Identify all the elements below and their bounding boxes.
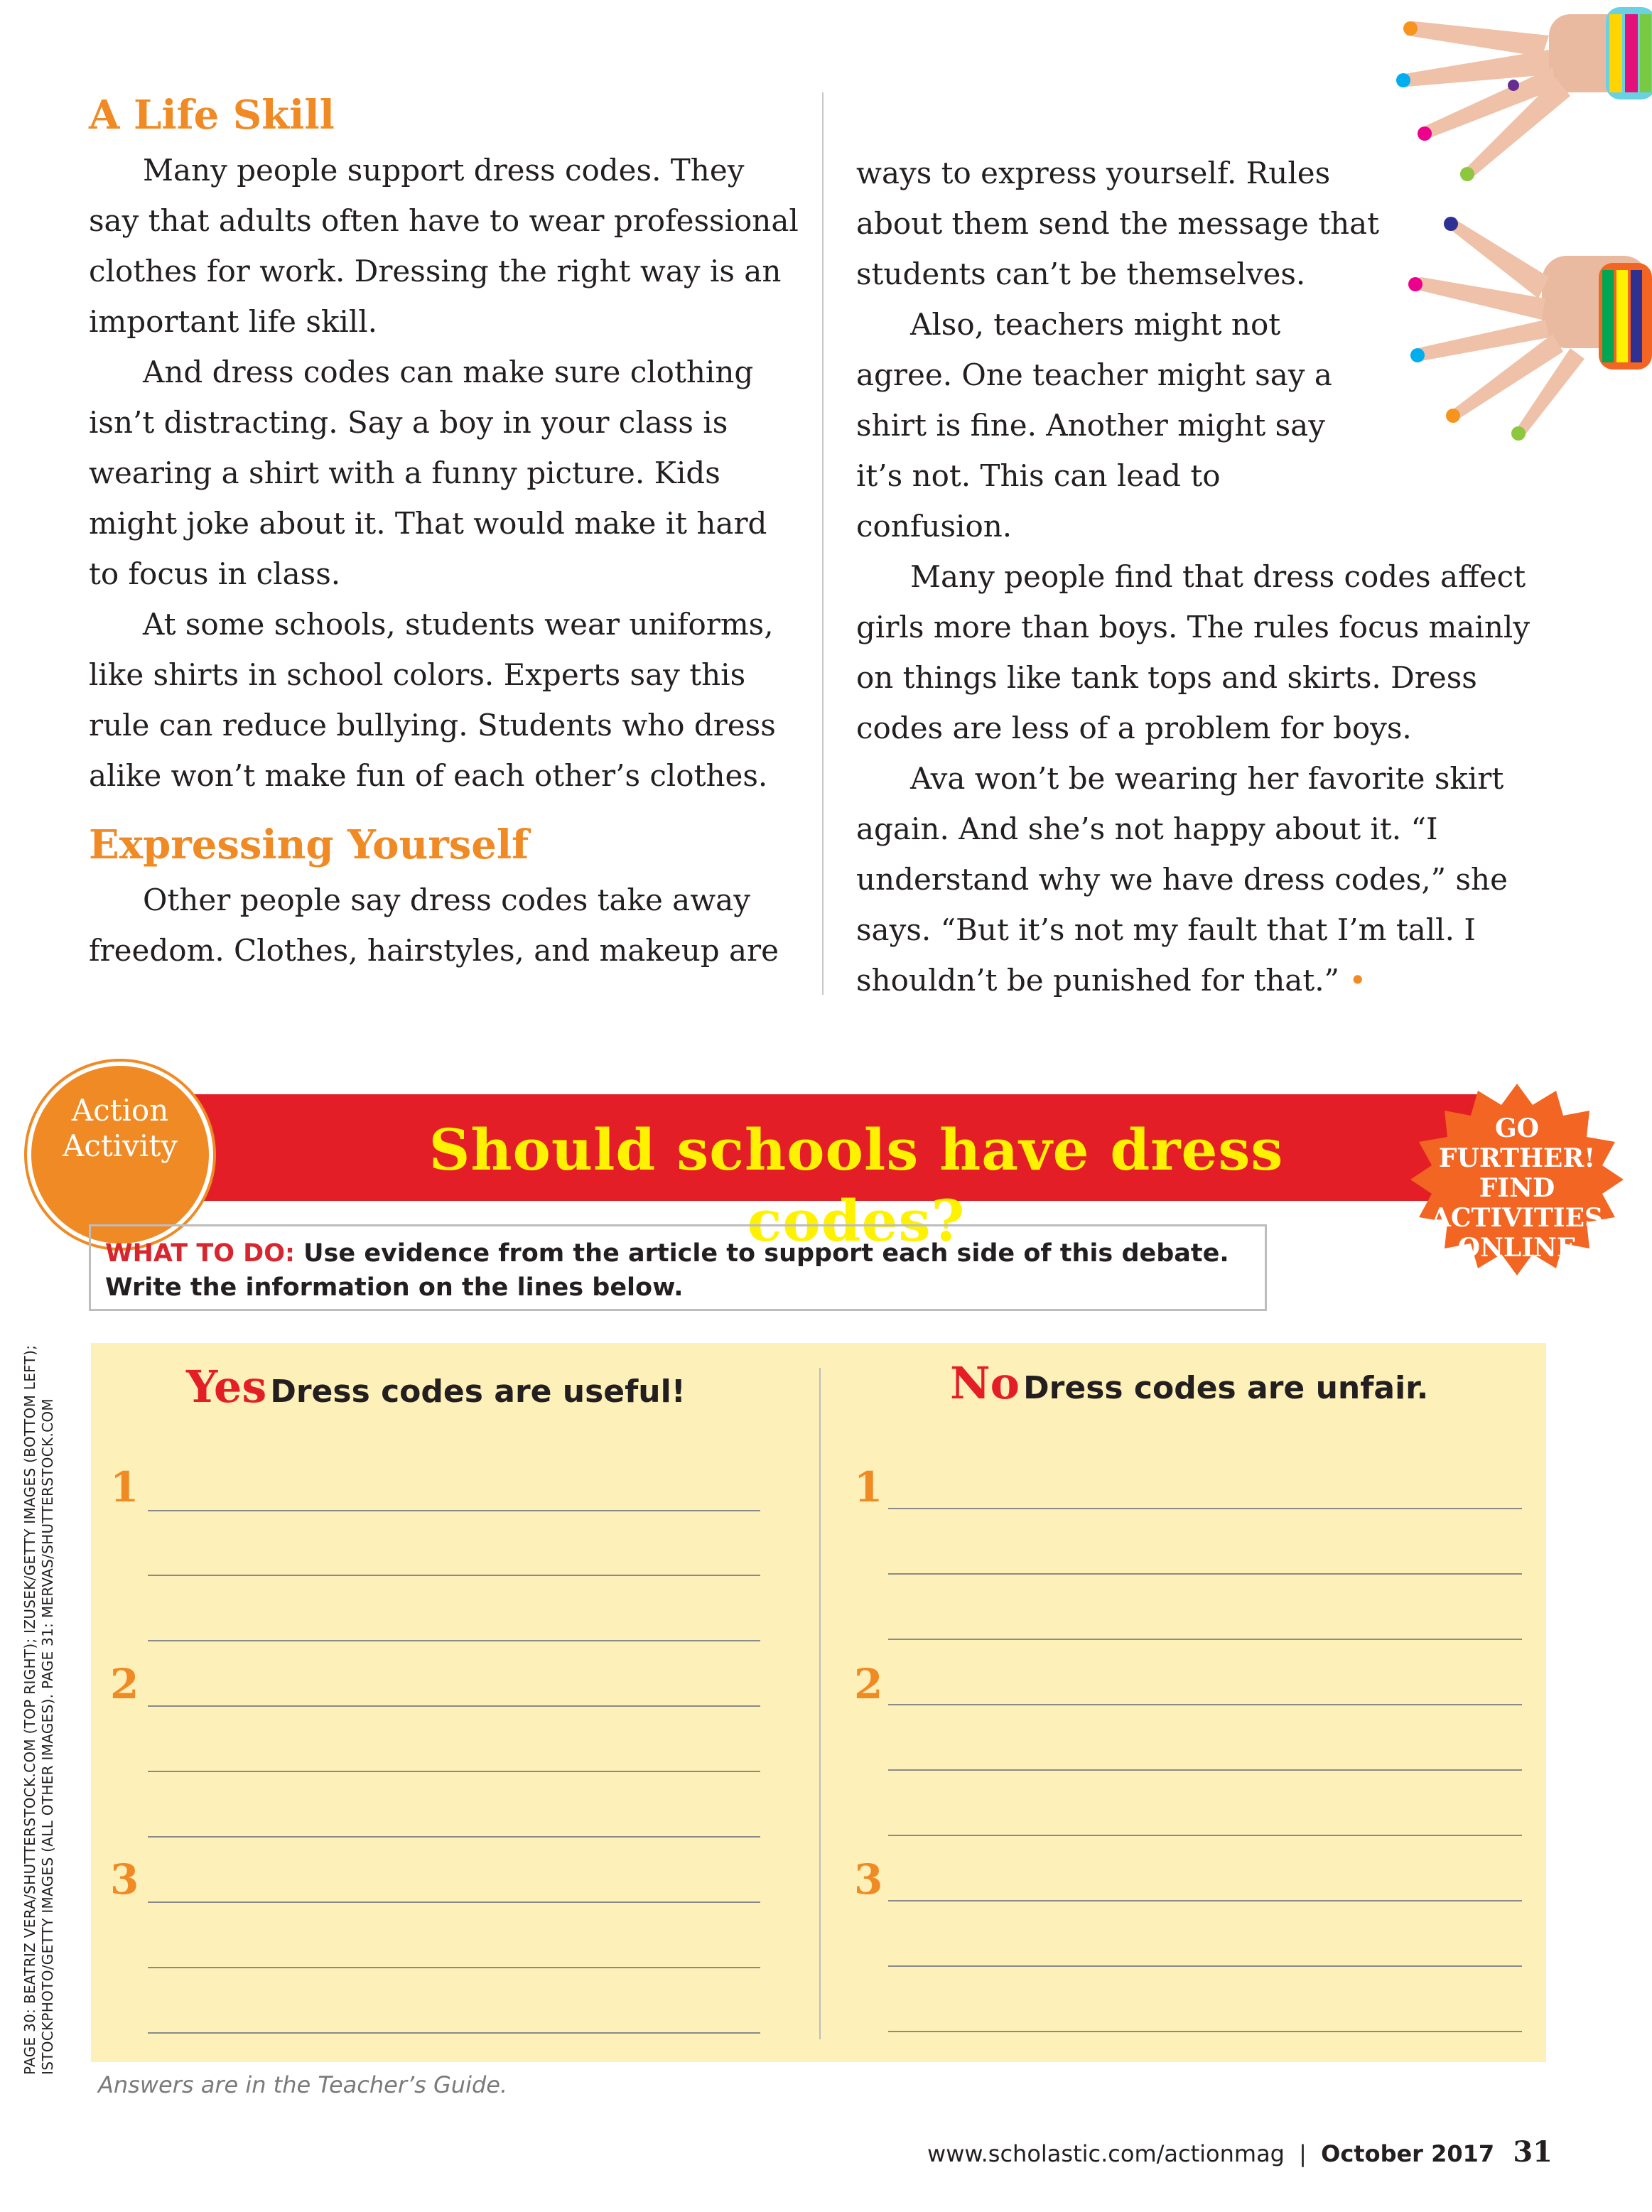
answer-line[interactable] — [148, 1705, 760, 1707]
what-to-do-text: Use evidence from the article to support each side of this debate. Write the information on the lines below. — [105, 1239, 1229, 1302]
paragraph: At some schools, students wear uniforms, like shirts in school colors. Experts say this rule can reduce bullying. Students who dress alike won’t make fun of each other’s clothes. — [89, 607, 776, 793]
answer-line[interactable] — [148, 1640, 760, 1641]
yes-word: Yes — [186, 1361, 267, 1413]
go-further-line: ACTIVITIES — [1430, 1203, 1604, 1233]
answer-line[interactable] — [148, 1510, 760, 1511]
column-divider — [822, 92, 824, 995]
no-subtitle: Dress codes are unfair. — [1023, 1370, 1429, 1406]
heading-expressing-yourself: Expressing Yourself — [89, 821, 529, 868]
answer-line[interactable] — [888, 1573, 1522, 1575]
no-heading — [950, 1357, 1428, 1409]
answer-line[interactable] — [888, 1769, 1522, 1771]
answer-line[interactable] — [888, 1900, 1522, 1901]
worksheet-panel — [91, 1343, 1546, 2062]
paragraph: Many people support dress codes. They say that adults often have to wear professional clothes for work. Dressing the right way is an important life skill. — [89, 153, 799, 339]
item-number: 3 — [110, 1855, 139, 1904]
photo-credits: PAGE 30: BEATRIZ VERA/SHUTTERSTOCK.COM (TOP RIGHT); IZUSEK/GETTY IMAGES (BOTTOM LEFT); ISTOCKPHOTO/GETTY IMAGES (ALL OTHER IMAGES). PAGE 31: MERVAS/SHUTTERSTOCK.COM — [21, 1344, 56, 2075]
item-number: 1 — [854, 1463, 883, 1511]
answer-line[interactable] — [888, 1835, 1522, 1836]
answer-line[interactable] — [888, 2031, 1522, 2032]
item-number: 2 — [110, 1660, 139, 1708]
item-number: 3 — [854, 1855, 883, 1904]
what-to-do-box — [89, 1224, 1267, 1311]
go-further-text[interactable] — [1410, 1113, 1624, 1263]
article-left-column — [89, 85, 799, 976]
go-further-line: GO — [1494, 1113, 1540, 1143]
paragraph — [856, 753, 1538, 1005]
yes-subtitle: Dress codes are useful! — [270, 1374, 686, 1410]
paragraph: ways to express yourself. Rules about them send the message that students can’t be themselves. — [856, 156, 1380, 291]
yes-heading — [186, 1361, 686, 1413]
article-right-column — [856, 148, 1538, 1005]
end-mark: • — [1349, 963, 1367, 998]
item-number: 2 — [854, 1660, 883, 1708]
answers-note: Answers are in the Teacher’s Guide. — [98, 2071, 508, 2098]
what-to-do-label: WHAT TO DO: — [105, 1239, 295, 1268]
activity-title: Should schools have dress codes? — [428, 1116, 1284, 1254]
page-number: 31 — [1513, 2135, 1553, 2169]
badge-line2: Activity — [63, 1128, 178, 1163]
answer-line[interactable] — [148, 1836, 760, 1838]
answer-line[interactable] — [148, 2032, 760, 2034]
paragraph: And dress codes can make sure clothing isn’t distracting. Say a boy in your class is wearing a shirt with a funny picture. Kids might joke about it. That would make it hard to focus in class. — [89, 355, 767, 591]
worksheet-divider — [819, 1368, 821, 2039]
answer-line[interactable] — [148, 1901, 760, 1903]
answer-line[interactable] — [888, 1508, 1522, 1509]
answer-line[interactable] — [888, 1639, 1522, 1640]
badge-line1: Action — [71, 1093, 169, 1128]
go-further-line: FURTHER! — [1438, 1143, 1596, 1173]
paragraph: Other people say dress codes take away freedom. Clothes, hairstyles, and makeup are — [89, 883, 779, 968]
answer-line[interactable] — [148, 1575, 760, 1576]
paragraph: Also, teachers might not agree. One teacher might say a shirt is fine. Another might say it’s not. This can lead to confusion. — [856, 307, 1332, 544]
answer-line[interactable] — [148, 1967, 760, 1968]
heading-a-life-skill: A Life Skill — [89, 92, 335, 139]
item-number: 1 — [110, 1463, 139, 1511]
footer-url[interactable]: www.scholastic.com/actionmag — [927, 2140, 1285, 2167]
closing-paragraph-text: Ava won’t be wearing her favorite skirt again. And she’s not happy about it. “I understand why we have dress codes,” she says. “But it’s not my fault that I’m tall. I shouldn’t be punished for that.” — [856, 761, 1508, 998]
go-further-line: FIND — [1479, 1173, 1555, 1203]
footer-date: October 2017 — [1321, 2140, 1495, 2167]
action-activity-badge-text — [27, 1093, 213, 1164]
page-footer — [927, 2135, 1553, 2169]
go-further-line: ONLINE — [1457, 1233, 1577, 1263]
footer-separator: | — [1299, 2140, 1307, 2167]
answer-line[interactable] — [888, 1965, 1522, 1967]
no-word: No — [950, 1357, 1020, 1409]
paragraph: Many people find that dress codes affect girls more than boys. The rules focus mainly on things like tank tops and skirts. Dress codes are less of a problem for boys. — [856, 559, 1530, 745]
answer-line[interactable] — [888, 1704, 1522, 1705]
answer-line[interactable] — [148, 1771, 760, 1772]
